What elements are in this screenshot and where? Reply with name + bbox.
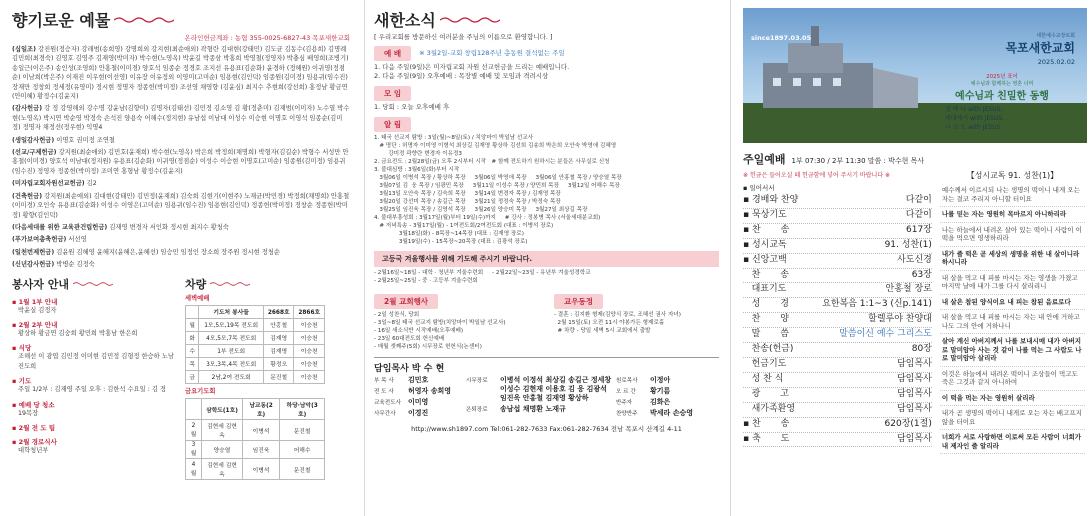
table-cell: 1부 전도회 — [199, 344, 264, 357]
offering-head: (일천번제헌금) — [12, 248, 55, 256]
staff-role: 교육전도사 — [374, 400, 402, 406]
offering-head: (감사헌금) — [12, 105, 43, 113]
reading-line: 이것은 하늘에서 내려온 떡이니 조상들이 먹고도 죽은 그것과 같지 아니하여 — [940, 367, 1085, 391]
worship-order-item: 찬 송 — [743, 269, 789, 280]
news-line: - 2월16일~18일 - 대학 · 청년부 겨울수련회 - 2월22일~23일 - 유년부 겨울성경학교 — [374, 270, 591, 276]
worship-order-row — [743, 433, 932, 448]
volunteer-item — [12, 400, 179, 418]
worship-order-item: ▪ 묵상기도 — [743, 209, 787, 220]
staff-group — [374, 376, 466, 420]
table-cell: 김재영 — [263, 331, 293, 344]
member-items — [554, 311, 719, 335]
news-line: 2. 다음 주일(9일) 오후예배 : 목장별 예배 및 모임과 격려시상 — [374, 72, 549, 80]
wave-decoration-icon — [73, 280, 113, 288]
theme-eng3: 나 교 도 with JESUS. — [945, 124, 1003, 131]
worship-tag: 예 배 — [374, 46, 411, 61]
worship-order-value: 담임목사 — [897, 433, 932, 444]
volunteer-label: ▪ 2월 2부 안내 — [12, 320, 179, 329]
meeting-items — [374, 103, 719, 112]
reading-title: 【성시교독 91. 성찬(1)】 — [966, 171, 1059, 180]
worship-order — [743, 194, 932, 447]
reading-line: 예수께서 이르시되 나는 생명의 떡이니 내게 오는 자는 결코 주리지 아니할 터이요 — [940, 183, 1085, 207]
news-line: 3월19일(수) - 15목장~20목장 (대표 : 김광석 장로) — [374, 239, 528, 245]
worship-order-value: 다같이 — [905, 209, 932, 220]
worship-order-value: 617장 — [906, 224, 932, 235]
offerings-column — [0, 0, 360, 516]
worship-order-item: ▪ 찬 송 — [743, 418, 790, 429]
online-account: 온라인헌금계좌 : 농협 355-0025-6827-43 목포새한교회 — [184, 34, 350, 42]
worship-order-value: 620장(1절) — [884, 418, 932, 429]
worship-order-row — [743, 358, 932, 373]
table-row — [185, 331, 324, 344]
volunteer-text: 주일 1/2부 : 김재영 주일 오후 : 김한석 수요일 : 김 정 — [18, 386, 167, 394]
table-cell: 이승천 — [294, 331, 325, 344]
worship-order-value: 사도신경 — [897, 254, 932, 265]
volunteer-label: ▪ 2월 전 도 팀 — [12, 423, 179, 432]
offering-item: (감사헌금) 강 정 강영해외 강수명 강윤남(김향미) 김명자(김태선) 김민정 김소영 김 황(정춘미) 김재범(이미자) 노수열 박수현(노영옥) 박시연 박순영 박정숙 손석진 양용숙 어해수(정지현) 유남섭 이남대 이성수 이승현 이명호 이영석 임종순(김미정) 정명자 채정선(정우현) 익명4 — [12, 105, 350, 132]
table-header-cell: 2668호 — [263, 305, 293, 318]
news-line: - 매월 셋째주(5회) 시무장로 헌헌식(논센터) — [374, 344, 482, 350]
reading-line: 내가 줄 떡은 곧 세상의 생명을 위한 내 살이니라 하시니라 — [940, 247, 1085, 271]
reading-line: 너희가 서로 사랑하면 이로써 모든 사람이 너희가 내 제자인 줄 알리라 — [940, 430, 1085, 454]
table-row — [185, 318, 324, 331]
offering-item: (신년감사헌금) 박병순 김정숙 — [12, 261, 95, 269]
table-cell: 이승천 — [294, 318, 325, 331]
news-line: 3월18일(화) - 8목장~14목장 (대표 : 김재영 장로) — [374, 231, 524, 237]
staff-row — [616, 387, 716, 396]
staff-row — [374, 376, 466, 385]
car-table-dawn — [185, 305, 325, 384]
offerings-title: 향기로운 예물 — [12, 11, 111, 30]
theme-sub: 예수님과 함께하는 영혼 너머 — [970, 81, 1034, 87]
order-label: ▪ 일어서서 — [743, 184, 775, 192]
volunteer-label: ▪ 기도 — [12, 376, 179, 385]
offering-head: (건축헌금) — [12, 192, 43, 200]
worship-order-value: 63장 — [911, 269, 932, 280]
table-cell: 3월 — [185, 441, 201, 459]
staff-row — [616, 409, 716, 418]
worship-order-item: 대표기도 — [743, 284, 787, 295]
table-cell: 목 — [185, 357, 198, 370]
volunteer-item — [12, 343, 179, 371]
responsive-reading — [940, 183, 1085, 454]
worship-order-row — [743, 224, 932, 239]
worship-order-value: 할렐루야 찬양대 — [868, 314, 932, 325]
worship-order-item: ▪ 찬 송 — [743, 224, 790, 235]
table-cell: 이승천 — [294, 344, 325, 357]
volunteer-item — [12, 297, 179, 315]
table-header-cell: 삼학도(1호) — [202, 399, 243, 420]
worship-order-row — [743, 388, 932, 403]
staff-role: 은퇴장로 — [466, 407, 488, 413]
table-cell: 이승천 — [294, 370, 325, 383]
reading-line: 나는 하늘에서 내려온 살아 있는 떡이니 사람이 이 떡을 먹으면 영생하리라 — [940, 223, 1085, 247]
news-line: - 2일 성찬식, 당회 — [374, 312, 420, 318]
table-cell: 문진철 — [280, 420, 325, 441]
staff-grid — [374, 376, 719, 420]
staff-names: 김화은 — [650, 398, 671, 406]
offering-item: (푸가보여총축헌금) 서선영 — [12, 236, 87, 244]
worship-order-row — [743, 254, 932, 269]
since-label: since1897.03.05 — [751, 34, 812, 42]
worship-order-item: 찬송(헌금) — [743, 344, 794, 355]
reading-line: 내 살을 먹고 내 피를 마시는 자는 영생을 가졌고 마지막 날에 내가 그를 다시 살리리니 — [940, 271, 1085, 295]
news-line: 강미정 곽향란 변경자 이유정3 — [374, 151, 462, 157]
staff-names: 이병석 이정석 최상길 송길근 정세창 이성수 김현재 이용호 김 웅 김광석 임진욱 안홍철 김재영 황상하 — [500, 376, 612, 402]
car-sub2: 금요기도회 — [184, 387, 216, 395]
camp-title: 고등국 겨울행사를 위해 기도해 주시기 바랍니다. — [374, 251, 719, 267]
car-section — [185, 276, 350, 481]
staff-names: 이경진 — [408, 409, 429, 417]
worship-order-item: 헌금기도 — [743, 358, 787, 369]
table-cell: 황정오 — [263, 357, 293, 370]
worship-time: 1부 07:30 / 2부 11:30 말씀 : 박수현 목사 — [791, 157, 925, 165]
notice-tag: 알 림 — [374, 117, 411, 132]
volunteer-text: 19목장 — [18, 409, 39, 417]
worship-order-row — [743, 343, 932, 358]
table-cell: 김현세 김현옥 — [202, 459, 243, 480]
car-title: 차량 — [184, 277, 207, 291]
table-cell: 문진철 — [280, 459, 325, 480]
staff-group — [466, 376, 616, 420]
worship-order-item: ▪ 신앙고백 — [743, 254, 787, 265]
car-table-friday — [185, 398, 325, 480]
table-header-cell — [185, 399, 201, 420]
worship-order-row — [743, 373, 932, 388]
table-cell: 안홍철 — [263, 318, 293, 331]
offering-item: (생일감사헌금) 이명호 권미정 조연철 — [12, 136, 116, 144]
news-line: - 3일~8일 태국 선교지 탐방(치앙마이 박일남 선교사) — [374, 320, 506, 326]
volunteer-text: 황상하 황금연 김숭희 황민희 박홍남 한은희 — [18, 329, 138, 337]
table-row — [185, 459, 324, 480]
table-header-cell: 하당·남악(3호) — [280, 399, 325, 420]
staff-names: 이미영 — [408, 398, 429, 406]
worship-order-item: 찬 양 — [743, 314, 789, 325]
table-cell: 2월 — [185, 420, 201, 441]
worship-column — [735, 0, 1091, 516]
volunteer-label: ▪ 예배 당 청소 — [12, 400, 179, 409]
table-header-row — [185, 305, 324, 318]
reading-line: 내가 곧 생명의 떡이니 내게로 오는 자는 배고프지 않을 터이요 — [940, 406, 1085, 430]
worship-order-item: ▪ 축 도 — [743, 433, 790, 444]
offering-head: (선교/구제헌금) — [12, 149, 57, 157]
greeting: [ 우리교회를 방문하신 여러분을 주님의 이름으로 환영합니다. ] — [374, 33, 553, 41]
table-cell: 양승열 — [202, 441, 243, 459]
worship-order-row — [743, 209, 932, 224]
worship-order-row — [743, 298, 932, 313]
offering-item: (미자립교회자원선교헌금) 김2 — [12, 180, 97, 188]
news-line: 1. 당회 : 오늘 오후예배 후 — [374, 103, 450, 111]
offering-item: (십일조) 강진원(정승자) 강래범(송희영) 강명희외 강지현(최순애외) 곽형란 김대현(강태민) 김도균 김동수(김용희) 김명례 김민희(최경숙) 김영호 김영주 김재영(박미자) 박수현(노영옥) 박윤길 박종삼 박홍희 박영철(정영자) 박충심 배영희(조병기) 송일근(이은주) 송인성(조영희) 안홍철(이미경) 양호석 임종순 정경호 조지선 유용표(김순화) 윤경하 (정혜원) 이귀영(정점순) 이남희(박은주) 이재진 이우현(이선영) 이유장 이유정외 이영미(고미순) 임용현(김인덕) 임종원(김미정) 임용귀(임수진) 장재만 정창희 정세정(유영미) 정시현 정명자 정종헌(박미정) 조선영 채영향 (김윤심) 최지수 추현희(강선희) 홍정남 황금연(안미혜) 황정수(김윤지) — [12, 46, 349, 101]
volunteer-title: 봉사자 안내 — [12, 277, 69, 291]
staff-role: 부 목 사 — [374, 378, 394, 384]
table-cell: 4월 — [185, 459, 201, 480]
reading-line: 내 살을 먹고 내 피를 마시는 자는 내 안에 거하고 나도 그의 안에 거하나니 — [940, 310, 1085, 334]
worship-order-item: 성 찬 식 — [743, 373, 784, 384]
table-cell: 어해수 — [280, 441, 325, 459]
staff-role: 반주자 — [616, 400, 633, 406]
worship-order-value: 말씀이신 예수 그리스도 — [839, 329, 932, 340]
staff-names: 박세라 손승영 — [650, 409, 694, 417]
wave-decoration-icon — [210, 280, 250, 288]
reading-line: 나를 믿는 자는 영원히 목마르지 아니하리라 — [940, 207, 1085, 223]
offering-item: (건축헌금) 강지원(최순애외) 김대현(강태민) 김민정(윤재희) 김숙희 김현기(이현주) 노재균(박민경) 박정희(채명희) 안홍철(이미경) 오인숙 유용표(김순화) 이성수 이영은(고미순) 임용귀(임수진) 임용현(김인덕) 정종헌(박미정) 정창순 정종헌(박미정) 황향(김인덕) — [12, 192, 350, 219]
news-line: - 23일 60대전도회 헌신예배 — [374, 336, 445, 342]
volunteer-item — [12, 320, 179, 338]
worship-order-item: ▪ 경배와 찬양 — [743, 195, 799, 205]
volunteer-label: ▪ 1월 1부 안내 — [12, 297, 179, 306]
staff-group — [616, 376, 716, 420]
volunteer-text: 대학청년부 — [18, 446, 49, 454]
staff-names: 이정아 — [650, 376, 671, 384]
worship-order-value: 담임목사 — [897, 403, 932, 414]
worship-order-row — [743, 403, 932, 418]
member-news — [554, 289, 719, 351]
news-line: 2월 15일(토) 오전 11시 야봉가든 형제로홀 — [554, 320, 665, 326]
offering-notice: ※ 헌금은 들어오실 때 헌금함에 넣어 주시기 바랍니다 ※ — [743, 172, 891, 179]
news-line: # 저녁특송 - 3월17일(월) - 1여전도회/2여전도회 (대표 : 이병석 장로) — [374, 223, 554, 229]
table-cell: 화 — [185, 331, 198, 344]
table-cell: 이승천 — [294, 357, 325, 370]
events-items — [374, 311, 549, 351]
table-cell: 1모,5모,19목 전도회 — [199, 318, 264, 331]
news-line: 4. 불대부흥성회 : 3월17일(월)부터 19일(수)까지 # 강사 : 정봉병 목사 (서울세대분교회) — [374, 215, 601, 221]
worship-order-row — [743, 194, 932, 209]
church-banner — [743, 8, 1087, 143]
table-cell: 2남,2여 전도회 — [199, 370, 264, 383]
offering-head: (다음세대를 위한 교육관건립헌금) — [12, 223, 108, 231]
worship-order-value: 요한복음 1:1~3 (신p.141) — [822, 299, 932, 310]
staff-names: 김민호 — [408, 376, 429, 384]
worship-order-value: 안홍철 장로 — [885, 284, 932, 295]
table-row — [185, 357, 324, 370]
member-news-tag: 교우동정 — [554, 294, 603, 309]
church-events — [374, 289, 549, 351]
news-title: 새한소식 — [374, 11, 436, 30]
car-sub1: 세벽예배 — [184, 294, 210, 302]
staff-role: 오 르 간 — [616, 389, 636, 395]
offering-head: (신년감사헌금) — [12, 261, 55, 269]
table-cell: 3모,3목,4목 전도회 — [199, 357, 264, 370]
wave-decoration-icon — [114, 16, 174, 24]
news-line: 1. 태국 선교지 탐방 : 3일(월)~8일(토) / 치앙마이 박일남 선교사 — [374, 135, 534, 141]
worship-order-value: 91. 성찬(1) — [884, 239, 932, 250]
meeting-tag: 모 임 — [374, 86, 411, 101]
volunteer-label: ▪ 식당 — [12, 343, 179, 352]
worship-items — [374, 63, 719, 81]
table-cell: 김현세 김현옥 — [202, 420, 243, 441]
worship-order-row — [743, 283, 932, 298]
table-cell: 이병석 — [242, 459, 279, 480]
table-row — [185, 420, 324, 441]
news-line: - 결혼 : 김지환 형제(김양식 장로, 조혜선 권사 자녀) — [554, 312, 681, 318]
table-cell: 월 — [185, 318, 198, 331]
worship-order-value: 담임목사 — [897, 388, 932, 399]
table-header-cell — [185, 305, 198, 318]
reading-line: 살아 계신 아버지께서 나를 보내시매 내가 아버지로 말미암아 사는 것 같이 나를 먹는 그 사람도 나로 말미암아 살리라 — [940, 334, 1085, 367]
news-line: 3월07일 김 웅 목장 / 임광민 목장 3월11일 이성수 목장 / 양민희 목장 3월12일 어해수 목장 — [374, 183, 620, 189]
church-name: 목포새한교회 — [1005, 41, 1075, 55]
offering-item: (다음세대를 위한 교육관건립헌금) 김재영 변경자 서인화 정시현 최지수 황청숙 — [12, 223, 229, 231]
volunteer-text: 조해선 이 광엽 김민정 이미현 김민정 김형정 한승하 노남진도희 — [18, 353, 174, 370]
volunteer-text: 박윤실 김정자 — [18, 306, 57, 314]
staff-role: 사무간사 — [374, 411, 396, 417]
worship-order-value: 80장 — [911, 344, 932, 355]
news-line: 1. 다음 주일(9일)은 미자립교회 자원 선교헌금을 드리는 예배입니다. — [374, 63, 570, 71]
news-line: - 2월25일~25일 - 중 · 고등부 겨울수련회 — [374, 278, 478, 284]
offering-item: (선교/구제헌금) 강지원(최순애외) 김민호(윤재희) 박수현(노영옥) 박은희 박정희(채명희) 박형자(김길순) 박형수 서성만 안홍철(이미경) 양호석 이남대(정지원) 유용표(김순화) 이귀영(정점순) 이성수 이승현 이명호(고미순) 임종원(김미정) 임용귀(임수진) 정영자 정종헌(박미정) 조미연 홍형남 황정수(김윤지) — [12, 149, 349, 175]
volunteer-item — [12, 437, 179, 455]
worship-order-value: 담임목사 — [897, 358, 932, 369]
table-cell: 김재명 — [263, 344, 293, 357]
staff-row — [466, 376, 616, 403]
news-line: 3월13일 오안숙 목장 / 김숙희 목장 3월14일 변경자 목장 / 김재영 목장 — [374, 191, 561, 197]
table-cell: 임진욱 — [242, 441, 279, 459]
events-tag: 2월 교회행사 — [374, 294, 438, 309]
staff-role: 전 도 사 — [374, 389, 394, 395]
reading-line: 이 떡을 먹는 자는 영원히 살리라 — [940, 391, 1085, 407]
volunteer-item — [12, 376, 179, 394]
worship-order-row — [743, 418, 932, 433]
worship-order-item: ▪ 성시교독 — [743, 239, 787, 250]
worship-highlight: ※ 3월2일-교회 창립128주년 총동원 결석없는 주일 — [419, 49, 565, 57]
worship-order-row — [743, 269, 932, 284]
volunteer-section — [12, 276, 179, 481]
table-cell: 수 — [185, 344, 198, 357]
staff-names: 허영자 송희영 — [408, 387, 452, 395]
news-line: # 차량 - 당일 새벽 5시 교회에서 출발 — [554, 328, 651, 334]
staff-row — [374, 398, 466, 407]
offering-head: (푸가보여총축헌금) — [12, 236, 67, 244]
news-line: # 명단 : 허명자 이미영 이형석 최상길 김재영 황상하 김선희 김송희 박은희 오안숙 박영애 김혜영 — [374, 143, 617, 149]
staff-role: 찬양반주 — [616, 411, 638, 417]
news-line: 3월20일 강선미 목장 / 송길근 목장 3월21일 정정숙 목장 / 박정숙 목장 — [374, 199, 561, 205]
worship-order-row — [743, 328, 932, 343]
news-line: 3. 불대심방 : 3월6일(화)부터 시작 — [374, 167, 460, 173]
news-column — [368, 0, 723, 516]
table-header-cell: 남교동(2호) — [242, 399, 279, 420]
staff-row — [374, 387, 466, 396]
year-theme: 예수님과 친밀한 동행 — [955, 91, 1049, 102]
table-row — [185, 441, 324, 459]
offering-head: (십일조) — [12, 46, 37, 53]
notice-items — [374, 134, 719, 246]
volunteer-label: ▪ 2월 경로식사 — [12, 437, 179, 446]
news-line: 2. 금요전도 : 2월28일(금) 오후 2시부터 시작 # 함께 전도하기 원하시는 분들은 사무실로 신청 — [374, 159, 610, 165]
staff-row — [616, 398, 716, 407]
staff-row — [616, 376, 716, 385]
year-theme-label: 2025년 표어 — [986, 74, 1018, 80]
news-line: 3월06일 이병석 목장 / 황상하 목장 3월06일 박영애 목장 3월06일 안홍철 목장 / 양승열 목장 — [374, 175, 622, 181]
table-header-cell: 기도처 봉사들 — [199, 305, 264, 318]
worship-order-item: 성 경 — [743, 299, 789, 310]
offering-item: (일천번제헌금) 김윤원 김혜영 윤혜지(윤혜은,윤혜선) 임승민 임정인 장소희 장주원 정시현 정청순 — [12, 248, 280, 256]
wave-decoration-icon — [440, 16, 500, 24]
worship-order-item: 새가족환영 — [743, 403, 796, 414]
theme-eng2: 세대에서 with JESUS, — [945, 115, 1005, 122]
news-line: 3월25일 임진욱 목장 / 김영석 목장 3월26일 양승미 목장 3월27일 최상길 목장 — [374, 207, 588, 213]
staff-row — [374, 409, 466, 418]
staff-title: 담임목사 박 수 현 — [374, 357, 719, 374]
worship-order-value: 다같이 — [905, 195, 932, 205]
camp-items — [374, 269, 719, 285]
table-header-cell: 2866호 — [294, 305, 325, 318]
table-row — [185, 344, 324, 357]
table-cell: 4모,5모,7목 전도회 — [199, 331, 264, 344]
worship-title: 주일예배 — [743, 153, 786, 166]
table-cell: 금 — [185, 370, 198, 383]
staff-names: 황기름 — [650, 387, 671, 395]
volunteer-item — [12, 423, 179, 432]
reading-line: 내 살은 참된 양식이요 내 피는 참된 음료로다 — [940, 295, 1085, 311]
volunteer-list — [12, 297, 179, 456]
bulletin-date: 2025.02.02 — [1037, 58, 1075, 66]
worship-order-item: 말 씀 — [743, 329, 789, 340]
church-en: 대한예수교장로회 — [1036, 33, 1075, 39]
offering-list — [12, 45, 350, 270]
worship-order-row — [743, 313, 932, 328]
offering-head: (생일감사헌금) — [12, 136, 55, 144]
worship-order-item: 광 고 — [743, 388, 789, 399]
staff-names: 송남섭 채명환 노재규 — [500, 405, 566, 413]
theme-eng1: 설 에 나 with JESUS, — [945, 106, 1003, 113]
table-header-row — [185, 399, 324, 420]
table-cell: 이병석 — [242, 420, 279, 441]
offering-head: (미자립교회자원선교헌금) — [12, 180, 85, 188]
staff-role: 시무장로 — [466, 378, 488, 384]
news-line: - 16일 새소식반 시작예배(오후예배) — [374, 328, 464, 334]
table-row — [185, 370, 324, 383]
worship-order-value: 담임목사 — [897, 373, 932, 384]
worship-order-row — [743, 239, 932, 254]
staff-row — [466, 405, 616, 414]
footer-contact: http://www.sh1897.com Tel:061-282-7633 Fax:061-282-7634 전남 목포시 산계길 4-11 — [411, 425, 682, 433]
staff-role: 원로목사 — [616, 378, 638, 384]
table-cell: 문진철 — [263, 370, 293, 383]
